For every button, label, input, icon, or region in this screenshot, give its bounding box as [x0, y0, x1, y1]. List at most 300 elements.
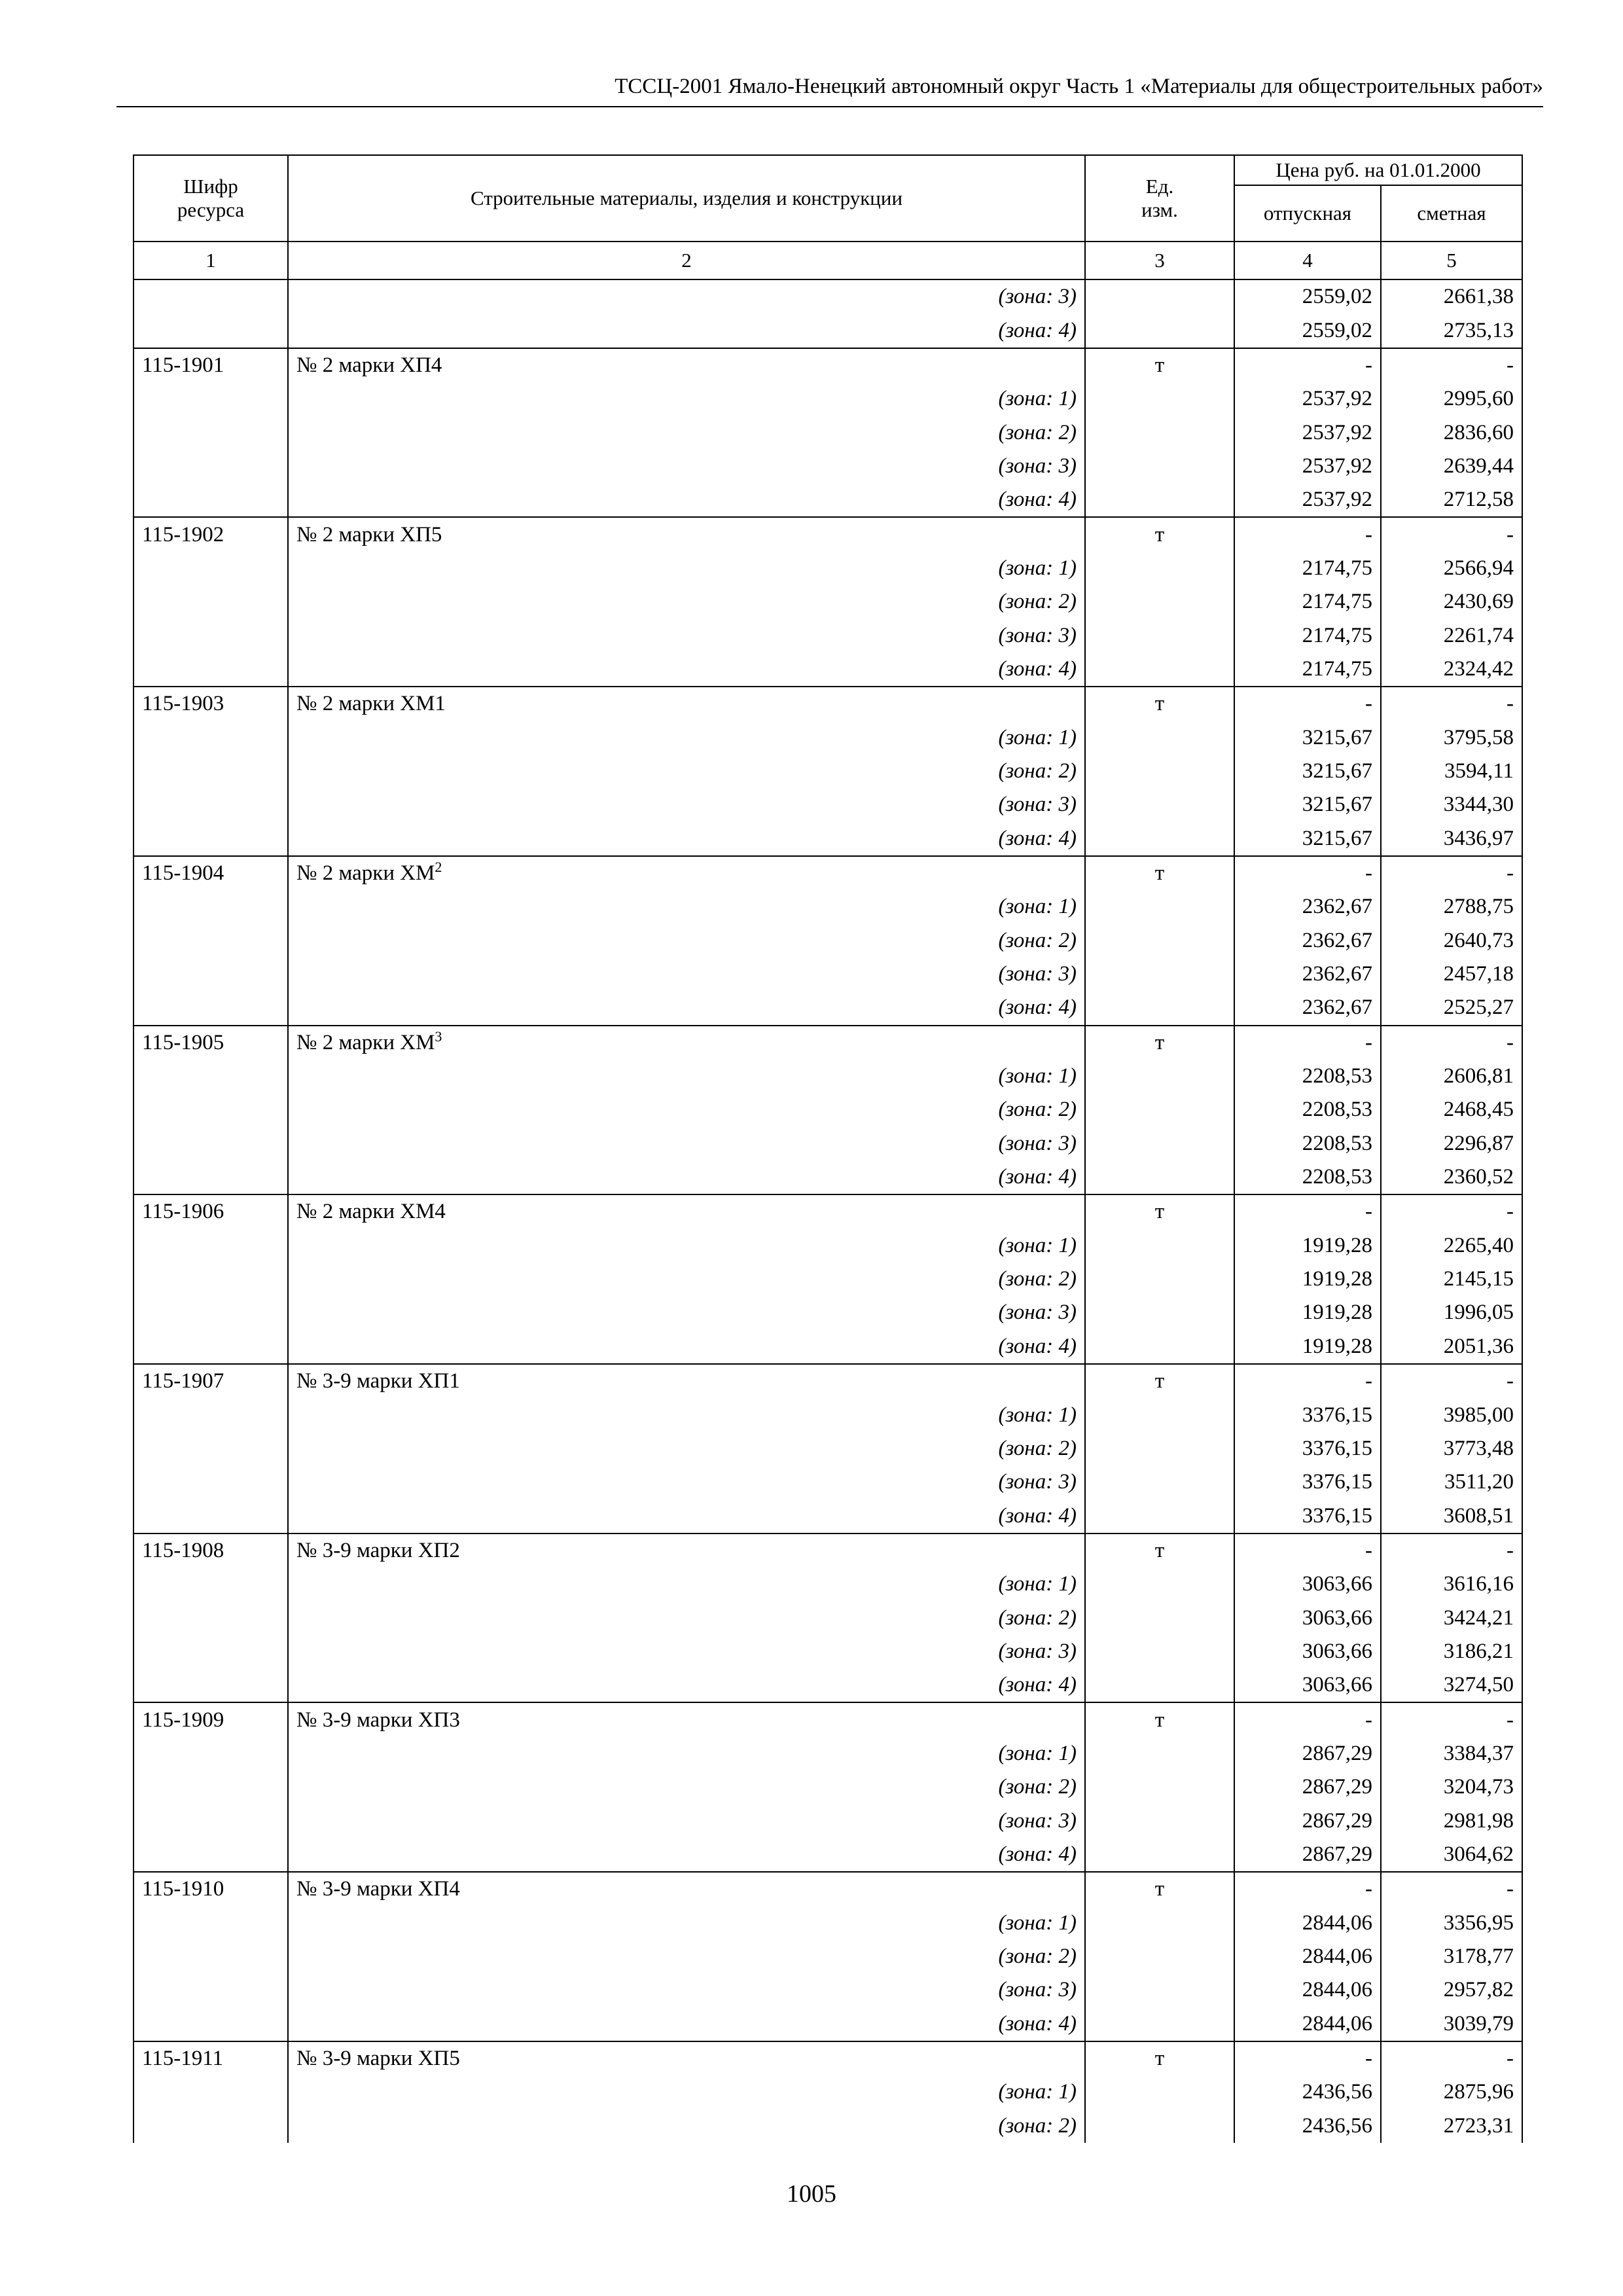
- material-name-text: № 2 марки ХМ: [296, 861, 435, 886]
- resource-code: [134, 1263, 288, 1296]
- zone-label: (зона: 2): [288, 2109, 1085, 2143]
- zone-label: (зона: 3): [288, 1973, 1085, 2007]
- resource-code: [134, 314, 288, 348]
- release-price: 2867,29: [1234, 1838, 1381, 1872]
- resource-code: [134, 788, 288, 821]
- unit-cell: [1085, 279, 1234, 314]
- unit-cell: т: [1085, 1194, 1234, 1229]
- zone-label: (зона: 3): [288, 279, 1085, 314]
- zone-row: [134, 585, 1522, 619]
- zone-label: (зона: 1): [288, 721, 1085, 754]
- release-price: 2537,92: [1234, 416, 1381, 449]
- material-name: [288, 1534, 1085, 1568]
- release-price: 2208,53: [1234, 1160, 1381, 1194]
- unit-cell: [1085, 1635, 1234, 1668]
- unit-cell: т: [1085, 517, 1234, 551]
- zone-label: (зона: 1): [288, 1060, 1085, 1093]
- zone-row: [134, 822, 1522, 856]
- zone-row: [134, 1398, 1522, 1431]
- material-name-text: № 2 марки ХМ: [296, 1030, 435, 1054]
- resource-code: [134, 1568, 288, 1601]
- zone-label: (зона: 1): [288, 1737, 1085, 1770]
- release-price: 2436,56: [1234, 2075, 1381, 2109]
- release-price: -: [1234, 1364, 1381, 1398]
- zone-label: (зона: 2): [288, 1940, 1085, 1973]
- zone-row: [134, 1263, 1522, 1296]
- resource-code: 115-1901: [134, 348, 288, 382]
- unit-cell: [1085, 1907, 1234, 1940]
- zone-label: (зона: 4): [288, 314, 1085, 348]
- zone-label: (зона: 2): [288, 1432, 1085, 1465]
- zone-row: [134, 314, 1522, 348]
- zone-row: [134, 1465, 1522, 1499]
- estimate-price: -: [1381, 1364, 1522, 1398]
- estimate-price: 3204,73: [1381, 1770, 1522, 1804]
- estimate-price: 2723,31: [1381, 2109, 1522, 2143]
- resource-code: [134, 552, 288, 585]
- zone-label: (зона: 2): [288, 1770, 1085, 1804]
- zone-row: [134, 1160, 1522, 1194]
- resource-code: [134, 1296, 288, 1329]
- zone-label: (зона: 4): [288, 1838, 1085, 1872]
- zone-label: (зона: 4): [288, 1330, 1085, 1364]
- resource-code: [134, 585, 288, 619]
- zone-row: [134, 1060, 1522, 1093]
- material-name: [288, 856, 1085, 890]
- resource-row: [134, 1364, 1522, 1398]
- estimate-price: -: [1381, 1194, 1522, 1229]
- zone-label: (зона: 3): [288, 788, 1085, 821]
- release-price: 1919,28: [1234, 1263, 1381, 1296]
- release-price: 3063,66: [1234, 1635, 1381, 1668]
- resource-row: [134, 517, 1522, 551]
- resource-code: 115-1905: [134, 1026, 288, 1060]
- material-name-text: № 3-9 марки ХП4: [296, 1877, 460, 1901]
- material-name: [288, 1702, 1085, 1736]
- material-name: [288, 348, 1085, 382]
- unit-cell: [1085, 552, 1234, 585]
- resource-row: [134, 1534, 1522, 1568]
- estimate-price: -: [1381, 348, 1522, 382]
- unit-cell: [1085, 1432, 1234, 1465]
- unit-cell: [1085, 653, 1234, 687]
- page-number: 1005: [787, 2180, 836, 2208]
- release-price: 2537,92: [1234, 382, 1381, 416]
- estimate-price: 2712,58: [1381, 483, 1522, 517]
- release-price: 2362,67: [1234, 890, 1381, 924]
- zone-label: (зона: 4): [288, 1668, 1085, 1702]
- zone-row: [134, 382, 1522, 416]
- estimate-price: 2735,13: [1381, 314, 1522, 348]
- zone-row: [134, 924, 1522, 958]
- release-price: 2436,56: [1234, 2109, 1381, 2143]
- estimate-price: 2296,87: [1381, 1127, 1522, 1160]
- estimate-price: 2430,69: [1381, 585, 1522, 619]
- estimate-price: 3039,79: [1381, 2007, 1522, 2041]
- zone-label: (зона: 3): [288, 958, 1085, 991]
- zone-label: (зона: 3): [288, 450, 1085, 483]
- unit-cell: [1085, 1804, 1234, 1837]
- zone-row: [134, 653, 1522, 687]
- estimate-price: 2525,27: [1381, 991, 1522, 1025]
- estimate-price: 2324,42: [1381, 653, 1522, 687]
- unit-cell: [1085, 585, 1234, 619]
- release-price: 1919,28: [1234, 1296, 1381, 1329]
- resource-code: [134, 1127, 288, 1160]
- estimate-price: 3178,77: [1381, 1940, 1522, 1973]
- estimate-price: 3608,51: [1381, 1499, 1522, 1533]
- unit-cell: [1085, 721, 1234, 754]
- release-price: 3376,15: [1234, 1499, 1381, 1533]
- zone-row: [134, 2007, 1522, 2041]
- resource-row: [134, 1702, 1522, 1736]
- material-name: [288, 1364, 1085, 1398]
- zone-row: [134, 1330, 1522, 1364]
- resource-code: [134, 890, 288, 924]
- resource-code: [134, 958, 288, 991]
- resource-code: [134, 991, 288, 1025]
- resource-code: [134, 1398, 288, 1431]
- zone-row: [134, 1804, 1522, 1837]
- release-price: 2867,29: [1234, 1804, 1381, 1837]
- estimate-price: 3356,95: [1381, 1907, 1522, 1940]
- estimate-price: 3616,16: [1381, 1568, 1522, 1601]
- estimate-price: 2639,44: [1381, 450, 1522, 483]
- material-name: [288, 1026, 1085, 1060]
- resource-code: [134, 1093, 288, 1126]
- price-table: [133, 154, 1523, 2143]
- zone-row: [134, 2075, 1522, 2109]
- unit-cell: т: [1085, 1872, 1234, 1906]
- resource-code: [134, 1330, 288, 1364]
- resource-row: [134, 687, 1522, 721]
- unit-cell: [1085, 483, 1234, 517]
- estimate-price: 2265,40: [1381, 1229, 1522, 1263]
- material-name-text: № 3-9 марки ХП3: [296, 1708, 460, 1732]
- estimate-price: 2957,82: [1381, 1973, 1522, 2007]
- material-name-text: № 2 марки ХМ1: [296, 692, 446, 716]
- resource-code: [134, 450, 288, 483]
- release-price: 3063,66: [1234, 1568, 1381, 1601]
- zone-row: [134, 1296, 1522, 1329]
- unit-cell: т: [1085, 856, 1234, 890]
- zone-label: (зона: 1): [288, 1568, 1085, 1601]
- zone-row: [134, 1635, 1522, 1668]
- resource-code: [134, 279, 288, 314]
- unit-cell: [1085, 991, 1234, 1025]
- zone-row: [134, 1432, 1522, 1465]
- release-price: -: [1234, 687, 1381, 721]
- zone-label: (зона: 4): [288, 822, 1085, 856]
- zone-label: (зона: 1): [288, 552, 1085, 585]
- zone-row: [134, 890, 1522, 924]
- resource-code: [134, 619, 288, 652]
- material-name: [288, 1872, 1085, 1906]
- unit-cell: [1085, 890, 1234, 924]
- zone-row: [134, 1127, 1522, 1160]
- resource-row: [134, 1194, 1522, 1229]
- zone-row: [134, 1737, 1522, 1770]
- header-col-number: 3: [1085, 242, 1234, 279]
- material-name-text: № 3-9 марки ХП1: [296, 1369, 460, 1393]
- release-price: 2559,02: [1234, 279, 1381, 314]
- zone-label: (зона: 2): [288, 1601, 1085, 1634]
- estimate-price: 3186,21: [1381, 1635, 1522, 1668]
- unit-cell: [1085, 958, 1234, 991]
- release-price: 1919,28: [1234, 1330, 1381, 1364]
- resource-code: [134, 822, 288, 856]
- unit-cell: [1085, 1160, 1234, 1194]
- resource-code: 115-1907: [134, 1364, 288, 1398]
- zone-label: (зона: 3): [288, 1296, 1085, 1329]
- estimate-price: -: [1381, 1702, 1522, 1736]
- zone-label: (зона: 4): [288, 2007, 1085, 2041]
- unit-cell: [1085, 2075, 1234, 2109]
- estimate-price: 3436,97: [1381, 822, 1522, 856]
- release-price: 2208,53: [1234, 1127, 1381, 1160]
- zone-row: [134, 1093, 1522, 1126]
- release-price: -: [1234, 348, 1381, 382]
- zone-row: [134, 483, 1522, 517]
- resource-code: [134, 721, 288, 754]
- zone-label: (зона: 1): [288, 1229, 1085, 1263]
- material-name-text: № 2 марки ХМ4: [296, 1200, 446, 1224]
- release-price: 2362,67: [1234, 991, 1381, 1025]
- release-price: -: [1234, 1534, 1381, 1568]
- zone-label: (зона: 2): [288, 585, 1085, 619]
- zone-label: (зона: 3): [288, 1465, 1085, 1499]
- resource-code: [134, 483, 288, 517]
- header-col-number: 1: [134, 242, 288, 279]
- unit-cell: [1085, 924, 1234, 958]
- estimate-price: 2468,45: [1381, 1093, 1522, 1126]
- resource-code: [134, 1804, 288, 1837]
- release-price: 3376,15: [1234, 1465, 1381, 1499]
- resource-code: [134, 1499, 288, 1533]
- table-body: [134, 279, 1522, 2143]
- material-name-text: № 2 марки ХП5: [296, 522, 442, 547]
- unit-cell: т: [1085, 1702, 1234, 1736]
- resource-row: [134, 1872, 1522, 1906]
- estimate-price: 2995,60: [1381, 382, 1522, 416]
- estimate-price: 3344,30: [1381, 788, 1522, 821]
- estimate-price: 3274,50: [1381, 1668, 1522, 1702]
- zone-label: (зона: 2): [288, 1263, 1085, 1296]
- estimate-price: 3384,37: [1381, 1737, 1522, 1770]
- unit-cell: [1085, 1568, 1234, 1601]
- unit-cell: [1085, 1060, 1234, 1093]
- material-name-superscript: 2: [435, 859, 442, 876]
- unit-cell: [1085, 1398, 1234, 1431]
- resource-code: [134, 1465, 288, 1499]
- unit-cell: т: [1085, 1026, 1234, 1060]
- resource-row: [134, 856, 1522, 890]
- unit-cell: [1085, 416, 1234, 449]
- resource-code: [134, 924, 288, 958]
- estimate-price: 3511,20: [1381, 1465, 1522, 1499]
- estimate-price: 2981,98: [1381, 1804, 1522, 1837]
- unit-cell: [1085, 1499, 1234, 1533]
- zone-row: [134, 1907, 1522, 1940]
- zone-label: (зона: 3): [288, 619, 1085, 652]
- release-price: 2559,02: [1234, 314, 1381, 348]
- resource-code: [134, 2109, 288, 2143]
- release-price: 3215,67: [1234, 788, 1381, 821]
- resource-code: [134, 1940, 288, 1973]
- running-header: ТССЦ-2001 Ямало-Ненецкий автономный округ Часть 1 «Материалы для общестроительных работ»: [116, 72, 1543, 107]
- unit-cell: т: [1085, 348, 1234, 382]
- unit-cell: [1085, 1668, 1234, 1702]
- release-price: -: [1234, 1194, 1381, 1229]
- header-estimate-price: сметная: [1381, 185, 1522, 242]
- zone-row: [134, 1838, 1522, 1872]
- zone-label: (зона: 4): [288, 1160, 1085, 1194]
- estimate-price: 2145,15: [1381, 1263, 1522, 1296]
- zone-label: (зона: 3): [288, 1804, 1085, 1837]
- header-col-number: 5: [1381, 242, 1522, 279]
- header-col-number: 4: [1234, 242, 1381, 279]
- unit-cell: [1085, 1770, 1234, 1804]
- resource-code: 115-1902: [134, 517, 288, 551]
- zone-label: (зона: 3): [288, 1635, 1085, 1668]
- unit-cell: [1085, 1465, 1234, 1499]
- material-name: [288, 2041, 1085, 2075]
- release-price: 3376,15: [1234, 1432, 1381, 1465]
- release-price: 3063,66: [1234, 1601, 1381, 1634]
- estimate-price: 3064,62: [1381, 1838, 1522, 1872]
- estimate-price: 3424,21: [1381, 1601, 1522, 1634]
- resource-row: [134, 1026, 1522, 1060]
- estimate-price: -: [1381, 517, 1522, 551]
- resource-code: 115-1904: [134, 856, 288, 890]
- material-name-text: № 2 марки ХП4: [296, 353, 442, 377]
- resource-code: [134, 1838, 288, 1872]
- resource-code: [134, 1432, 288, 1465]
- release-price: 2844,06: [1234, 1973, 1381, 2007]
- estimate-price: 2261,74: [1381, 619, 1522, 652]
- resource-code: [134, 2075, 288, 2109]
- zone-row: [134, 1601, 1522, 1634]
- unit-cell: [1085, 1263, 1234, 1296]
- unit-cell: [1085, 450, 1234, 483]
- release-price: 2208,53: [1234, 1060, 1381, 1093]
- unit-cell: [1085, 1838, 1234, 1872]
- zone-row: [134, 1770, 1522, 1804]
- estimate-price: -: [1381, 856, 1522, 890]
- resource-code: [134, 1668, 288, 1702]
- release-price: 1919,28: [1234, 1229, 1381, 1263]
- material-name-superscript: 3: [435, 1028, 442, 1045]
- header-price-group: Цена руб. на 01.01.2000: [1234, 155, 1522, 185]
- resource-row: [134, 2041, 1522, 2075]
- resource-code: 115-1911: [134, 2041, 288, 2075]
- release-price: 2362,67: [1234, 924, 1381, 958]
- zone-row: [134, 788, 1522, 821]
- unit-cell: [1085, 1127, 1234, 1160]
- resource-code: 115-1906: [134, 1194, 288, 1229]
- unit-cell: т: [1085, 687, 1234, 721]
- release-price: 2844,06: [1234, 2007, 1381, 2041]
- unit-cell: [1085, 2007, 1234, 2041]
- unit-cell: [1085, 1940, 1234, 1973]
- resource-code: [134, 416, 288, 449]
- estimate-price: 2566,94: [1381, 552, 1522, 585]
- unit-cell: [1085, 2109, 1234, 2143]
- zone-row: [134, 619, 1522, 652]
- header-unit: Ед. изм.: [1085, 155, 1234, 242]
- zone-label: (зона: 2): [288, 1093, 1085, 1126]
- zone-row: [134, 1568, 1522, 1601]
- release-price: 3215,67: [1234, 822, 1381, 856]
- material-name: [288, 1194, 1085, 1229]
- estimate-price: 2788,75: [1381, 890, 1522, 924]
- unit-cell: [1085, 822, 1234, 856]
- unit-cell: [1085, 1737, 1234, 1770]
- resource-code: [134, 1635, 288, 1668]
- zone-label: (зона: 1): [288, 1398, 1085, 1431]
- estimate-price: -: [1381, 2041, 1522, 2075]
- zone-row: [134, 1499, 1522, 1533]
- resource-code: [134, 1737, 288, 1770]
- release-price: -: [1234, 1702, 1381, 1736]
- zone-label: (зона: 2): [288, 416, 1085, 449]
- estimate-price: 3773,48: [1381, 1432, 1522, 1465]
- release-price: 2537,92: [1234, 450, 1381, 483]
- zone-row: [134, 1668, 1522, 1702]
- unit-cell: [1085, 314, 1234, 348]
- estimate-price: 2875,96: [1381, 2075, 1522, 2109]
- zone-row: [134, 1973, 1522, 2007]
- material-name-text: № 3-9 марки ХП2: [296, 1538, 460, 1562]
- zone-row: [134, 755, 1522, 788]
- estimate-price: 2051,36: [1381, 1330, 1522, 1364]
- release-price: 3215,67: [1234, 755, 1381, 788]
- release-price: -: [1234, 856, 1381, 890]
- zone-row: [134, 2109, 1522, 2143]
- zone-label: (зона: 2): [288, 755, 1085, 788]
- release-price: 2537,92: [1234, 483, 1381, 517]
- estimate-price: 2836,60: [1381, 416, 1522, 449]
- resource-code: [134, 1601, 288, 1634]
- estimate-price: 2640,73: [1381, 924, 1522, 958]
- release-price: 2844,06: [1234, 1907, 1381, 1940]
- unit-cell: [1085, 788, 1234, 821]
- resource-code: [134, 755, 288, 788]
- release-price: -: [1234, 1026, 1381, 1060]
- resource-code: [134, 1907, 288, 1940]
- release-price: 3215,67: [1234, 721, 1381, 754]
- zone-row: [134, 1229, 1522, 1263]
- resource-code: [134, 1060, 288, 1093]
- release-price: 2174,75: [1234, 653, 1381, 687]
- estimate-price: 1996,05: [1381, 1296, 1522, 1329]
- resource-code: [134, 1973, 288, 2007]
- zone-label: (зона: 3): [288, 1127, 1085, 1160]
- estimate-price: -: [1381, 1026, 1522, 1060]
- zone-row: [134, 721, 1522, 754]
- resource-code: 115-1903: [134, 687, 288, 721]
- estimate-price: 2457,18: [1381, 958, 1522, 991]
- resource-code: [134, 2007, 288, 2041]
- zone-row: [134, 450, 1522, 483]
- resource-code: 115-1909: [134, 1702, 288, 1736]
- unit-cell: т: [1085, 2041, 1234, 2075]
- zone-row: [134, 1940, 1522, 1973]
- header-code: Шифр ресурса: [134, 155, 288, 242]
- unit-cell: [1085, 1296, 1234, 1329]
- zone-label: (зона: 4): [288, 1499, 1085, 1533]
- zone-label: (зона: 1): [288, 890, 1085, 924]
